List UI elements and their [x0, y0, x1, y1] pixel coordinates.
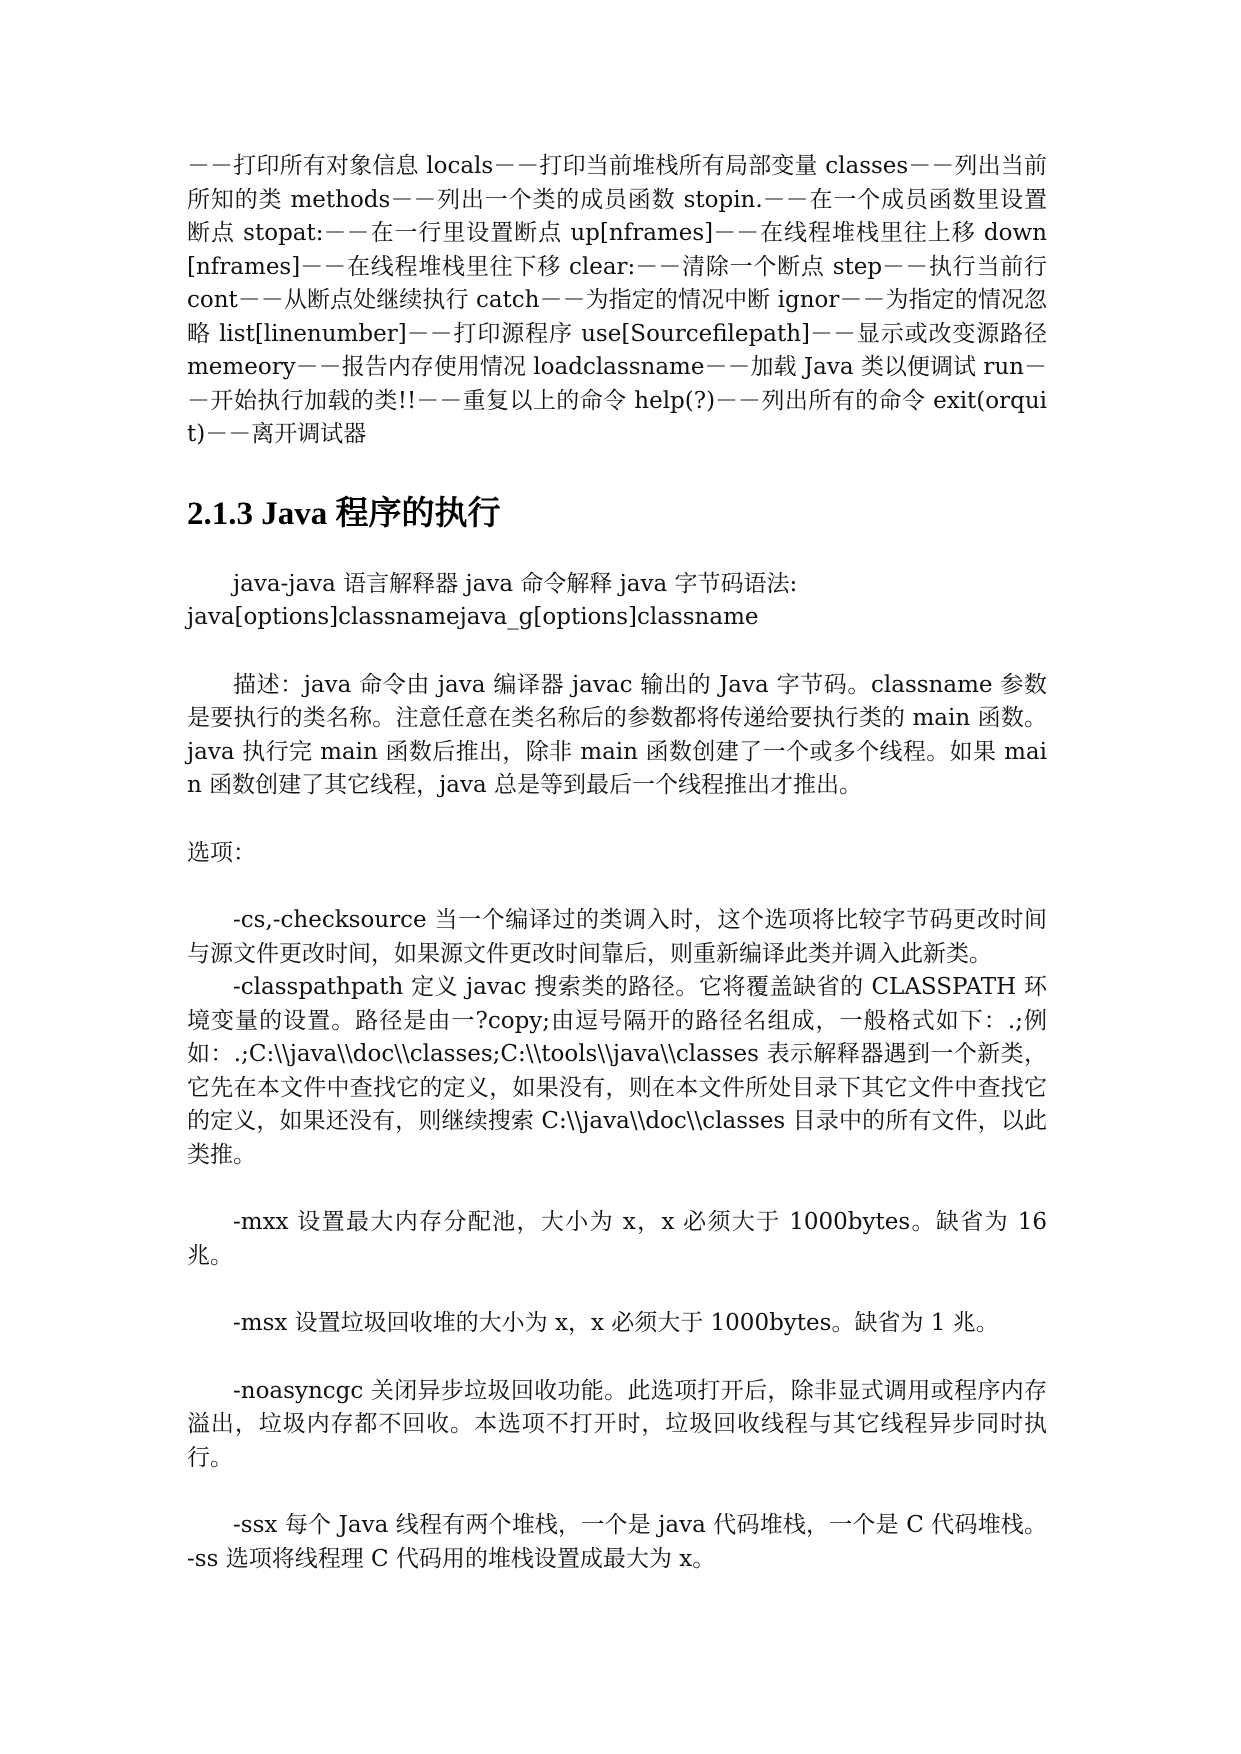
syntax-line-2: java[options]classnamejava_g[options]classname — [187, 604, 759, 630]
option-classpath: -classpathpath 定义 javac 搜索类的路径。它将覆盖缺省的 CLASSPATH 环境变量的设置。路径是由一?copy;由逗号隔开的路径名组成，一般格式如下：.;例如：.;C:\\java\\doc\\classes;C:\\tools\\java\\classes 表示解释器遇到一个新类，它先在本文件中查找它的定义，如果没有，则在本文件所处目录下其它文件中查找它的定义，如果还没有，则继续搜索 C:\\java\\doc\\classes 目录中的所有文件，以此类推。 — [187, 974, 1047, 1168]
debugger-commands-paragraph: －－打印所有对象信息 locals－－打印当前堆栈所有局部变量 classes－－列出当前所知的类 methods－－列出一个类的成员函数 stopin.－－在一个成员函数里设置断点 stopat:－－在一行里设置断点 up[nframes]－－在线程堆栈里往上移 down[nframes]－－在线程堆栈里往下移 clear:－－清除一个断点 step－－执行当前行 cont－－从断点处继续执行 catch－－为指定的情况中断 ignor－－为指定的情况忽略 list[linenumber]－－打印源程序 use[Sourcefilepath]－－显示或改变源路径 memeory－－报告内存使用情况 loadclassname－－加载 Java 类以便调试 run－－开始执行加载的类!!－－重复以上的命令 help(?)－－列出所有的命令 exit(orquit)－－离开调试器 — [187, 153, 1047, 447]
description-paragraph: 描述：java 命令由 java 编译器 javac 输出的 Java 字节码。classname 参数是要执行的类名称。注意任意在类名称后的参数都将传递给要执行类的 main 函数。java 执行完 main 函数后推出，除非 main 函数创建了一个或多个线程。如果 main 函数创建了其它线程，java 总是等到最后一个线程推出才推出。 — [187, 671, 1047, 798]
option-noasyncgc: -noasyncgc 关闭异步垃圾回收功能。此选项打开后，除非显式调用或程序内存溢出，垃圾内存都不回收。本选项不打开时，垃圾回收线程与其它线程异步同时执行。 — [187, 1377, 1047, 1471]
option-mx: -mxx 设置最大内存分配池，大小为 x，x 必须大于 1000bytes。缺省为 16 兆。 — [187, 1209, 1047, 1269]
option-ss: -ssx 每个 Java 线程有两个堆栈，一个是 java 代码堆栈，一个是 C 代码堆栈。-ss 选项将线程理 C 代码用的堆栈设置成最大为 x。 — [187, 1512, 1047, 1572]
syntax-line-1: java-java 语言解释器 java 命令解释 java 字节码语法: — [233, 570, 798, 597]
syntax-paragraph — [187, 568, 1047, 635]
option-ms: -msx 设置垃圾回收堆的大小为 x，x 必须大于 1000bytes。缺省为 1 兆。 — [233, 1310, 999, 1336]
section-heading: 2.1.3 Java 程序的执行 — [187, 495, 501, 532]
options-label: 选项： — [187, 839, 256, 866]
option-checksource: -cs,-checksource 当一个编译过的类调入时，这个选项将比较字节码更改时间与源文件更改时间，如果源文件更改时间靠后，则重新编译此类并调入此新类。 — [187, 907, 1047, 967]
document-page — [187, 150, 1047, 1576]
